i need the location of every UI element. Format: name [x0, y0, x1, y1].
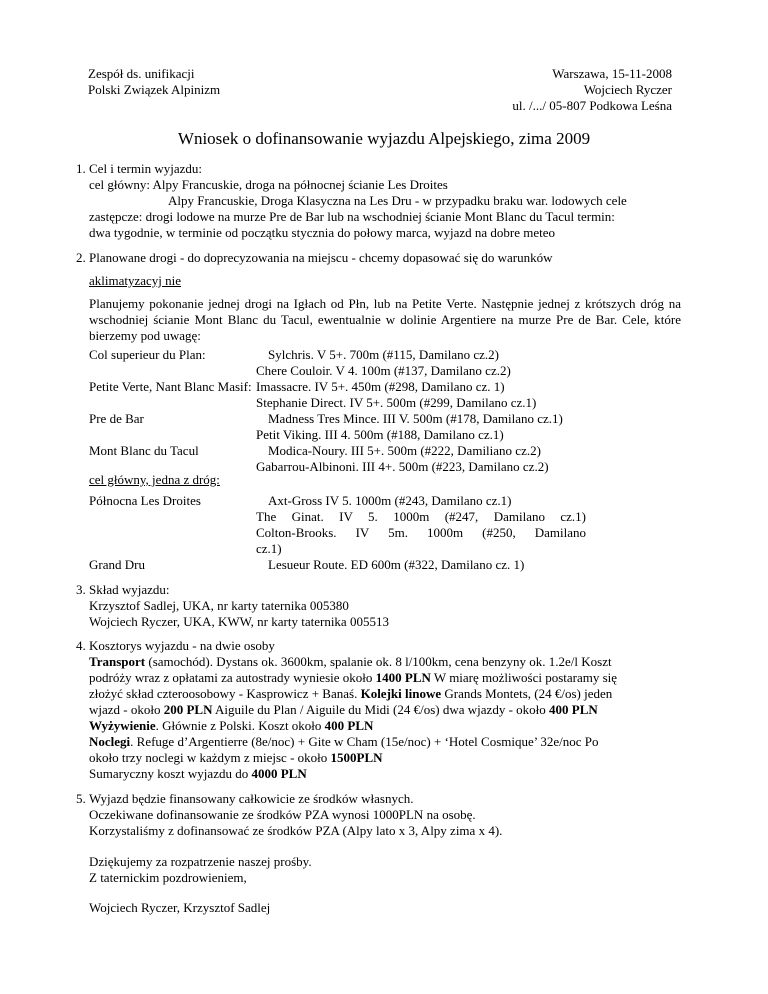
section-heading: Kosztorys wyjazdu - na dwie osoby: [89, 638, 275, 653]
team-member: Krzysztof Sadlej, UKA, nr karty taternika 005380: [89, 598, 349, 613]
budget-text: W miarę możliwości postaramy się: [430, 670, 618, 685]
peak-name: Pre de Bar: [89, 411, 144, 426]
text-line: zastępcze: drogi lodowe na murze Pre de Bar lub na wschodniej ścianie Mont Blanc du Tacul termin:: [89, 209, 615, 224]
closing-greeting: Z taternickim pozdrowieniem,: [89, 870, 247, 885]
route-item: Gabarrou-Albinoni. III 4+. 500m (#223, Damilano cz.2): [256, 459, 549, 474]
route-item: The Ginat. IV 5. 1000m (#247, Damilano cz.1): [256, 509, 586, 524]
budget-text: Sumaryczny koszt wyjazdu do: [89, 766, 252, 781]
text-line: Alpy Francuskie, Droga Klasyczna na Les Dru - w przypadku braku war. lodowych cele: [168, 193, 627, 208]
organization-subname: Polski Związek Alpinizm: [88, 82, 221, 97]
date-line: Warszawa, 15-11-2008: [552, 66, 672, 81]
peak-name: Col superieur du Plan:: [89, 347, 206, 362]
section-number: 3.: [76, 582, 86, 597]
budget-amount: 4000 PLN: [251, 766, 307, 781]
budget-text: Grands Montets, (24 €/os) jeden: [441, 686, 613, 701]
section-heading: Planowane drogi - do doprecyzowania na miejscu - chcemy dopasować się do warunków: [89, 250, 553, 265]
budget-amount: 1400 PLN: [375, 670, 431, 685]
closing-thanks: Dziękujemy za rozpatrzenie naszej prośby.: [89, 854, 312, 869]
section-number: 5.: [76, 791, 86, 806]
route-item: Lesueur Route. ED 600m (#322, Damilano cz. 1): [268, 557, 525, 572]
peak-name: Mont Blanc du Tacul: [89, 443, 199, 458]
route-item: Modica-Noury. III 5+. 500m (#222, Damiliano cz.2): [268, 443, 541, 458]
budget-text: (samochód). Dystans ok. 3600km, spalanie ok. 8 l/100km, cena benzyny ok. 1.2e/l Koszt: [145, 654, 612, 669]
route-item: cz.1): [256, 541, 282, 556]
budget-label-food: Wyżywienie: [89, 718, 156, 733]
budget-total: [89, 766, 307, 782]
budget-amount: 400 PLN: [549, 702, 598, 717]
route-item: Colton-Brooks. IV 5m. 1000m (#250, Damilano: [256, 525, 586, 540]
section-heading: Wyjazd będzie finansowany całkowicie ze środków własnych.: [89, 791, 414, 806]
budget-text: złożyć skład czteroosobowy - Kasprowicz + Banaś.: [89, 686, 361, 701]
organization-name: Zespół ds. unifikacji: [88, 66, 195, 81]
budget-line: [89, 750, 383, 766]
subheading-main-goal: cel główny, jedna z dróg:: [89, 472, 220, 487]
section-number: 4.: [76, 638, 86, 653]
budget-amount: 400 PLN: [324, 718, 374, 733]
budget-line: [89, 702, 598, 718]
peak-name: Grand Dru: [89, 557, 145, 572]
route-item: Petit Viking. III 4. 500m (#188, Damilano cz.1): [256, 427, 504, 442]
route-item: Axt-Gross IV 5. 1000m (#243, Damilano cz.1): [268, 493, 512, 508]
budget-text: podróży wraz z opłatami za autostrady wyniesie około: [89, 670, 376, 685]
subheading-acclimatization: aklimatyzacyj nie: [89, 273, 182, 288]
team-member: Wojciech Ryczer, UKA, KWW, nr karty taternika 005513: [89, 614, 389, 629]
route-item: Sylchris. V 5+. 700m (#115, Damilano cz.2): [268, 347, 499, 362]
route-item: Stephanie Direct. IV 5+. 500m (#299, Damilano cz.1): [256, 395, 537, 410]
budget-label-transport: Transport: [89, 654, 146, 669]
text-line: Oczekiwane dofinansowanie ze środków PZA wynosi 1000PLN na osobę.: [89, 807, 476, 822]
section-number: 1.: [76, 161, 86, 176]
text-line: dwa tygodnie, w terminie od początku stycznia do połowy marca, wyjazd na dobre meteo: [89, 225, 556, 240]
budget-amount: 1500PLN: [330, 750, 383, 765]
peak-name: Petite Verte, Nant Blanc Masif:: [89, 379, 252, 394]
section-heading: Cel i termin wyjazdu:: [89, 161, 203, 176]
budget-line: [89, 718, 373, 734]
section-number: 2.: [76, 250, 86, 265]
document-title: Wniosek o dofinansowanie wyjazdu Alpejskiego, zima 2009: [177, 129, 591, 148]
budget-text: . Głównie z Polski. Koszt około: [155, 718, 325, 733]
signature: Wojciech Ryczer, Krzysztof Sadlej: [89, 900, 271, 915]
author-line: Wojciech Ryczer: [583, 82, 672, 97]
budget-amount: 200 PLN: [163, 702, 213, 717]
text-line: Korzystaliśmy z dofinansować ze środków PZA (Alpy lato x 3, Alpy zima x 4).: [89, 823, 503, 838]
section-heading: Skład wyjazdu:: [89, 582, 170, 597]
peak-name: Północna Les Droites: [89, 493, 201, 508]
route-item: Chere Couloir. V 4. 100m (#137, Damilano cz.2): [256, 363, 511, 378]
budget-line: [89, 686, 612, 702]
text-line: cel główny: Alpy Francuskie, droga na północnej ścianie Les Droites: [89, 177, 448, 192]
route-item: Imassacre. IV 5+. 450m (#298, Damilano cz. 1): [256, 379, 505, 394]
budget-line: [89, 670, 617, 686]
budget-label-lodging: Noclegi: [89, 734, 131, 749]
budget-text: wjazd - około: [89, 702, 164, 717]
route-item: Madness Tres Mince. III V. 500m (#178, Damilano cz.1): [268, 411, 563, 426]
budget-line: [89, 734, 599, 750]
budget-text: . Refuge d’Argentierre (8e/noc) + Gite w Cham (15e/noc) + ‘Hotel Cosmique’ 32e/noc Po: [130, 734, 599, 749]
budget-label-cable-cars: Kolejki linowe: [360, 686, 442, 701]
budget-line: [89, 654, 612, 670]
budget-text: Aiguile du Plan / Aiguile du Midi (24 €/os) dwa wjazdy - około: [212, 702, 550, 717]
paragraph-plan: Planujemy pokonanie jednej drogi na Igłach od Płn, lub na Petite Verte. Następnie jednej z krótszych dróg na wschodniej ścianie Mont Blanc du Tacul, ewentualnie w dolinie Argentiere na murze Pre de Bar. Cele, które bierzemy pod uwagę:: [89, 296, 681, 343]
budget-text: około trzy noclegi w każdym z miejsc - około: [89, 750, 331, 765]
address-line: ul. /.../ 05-807 Podkowa Leśna: [512, 98, 672, 113]
